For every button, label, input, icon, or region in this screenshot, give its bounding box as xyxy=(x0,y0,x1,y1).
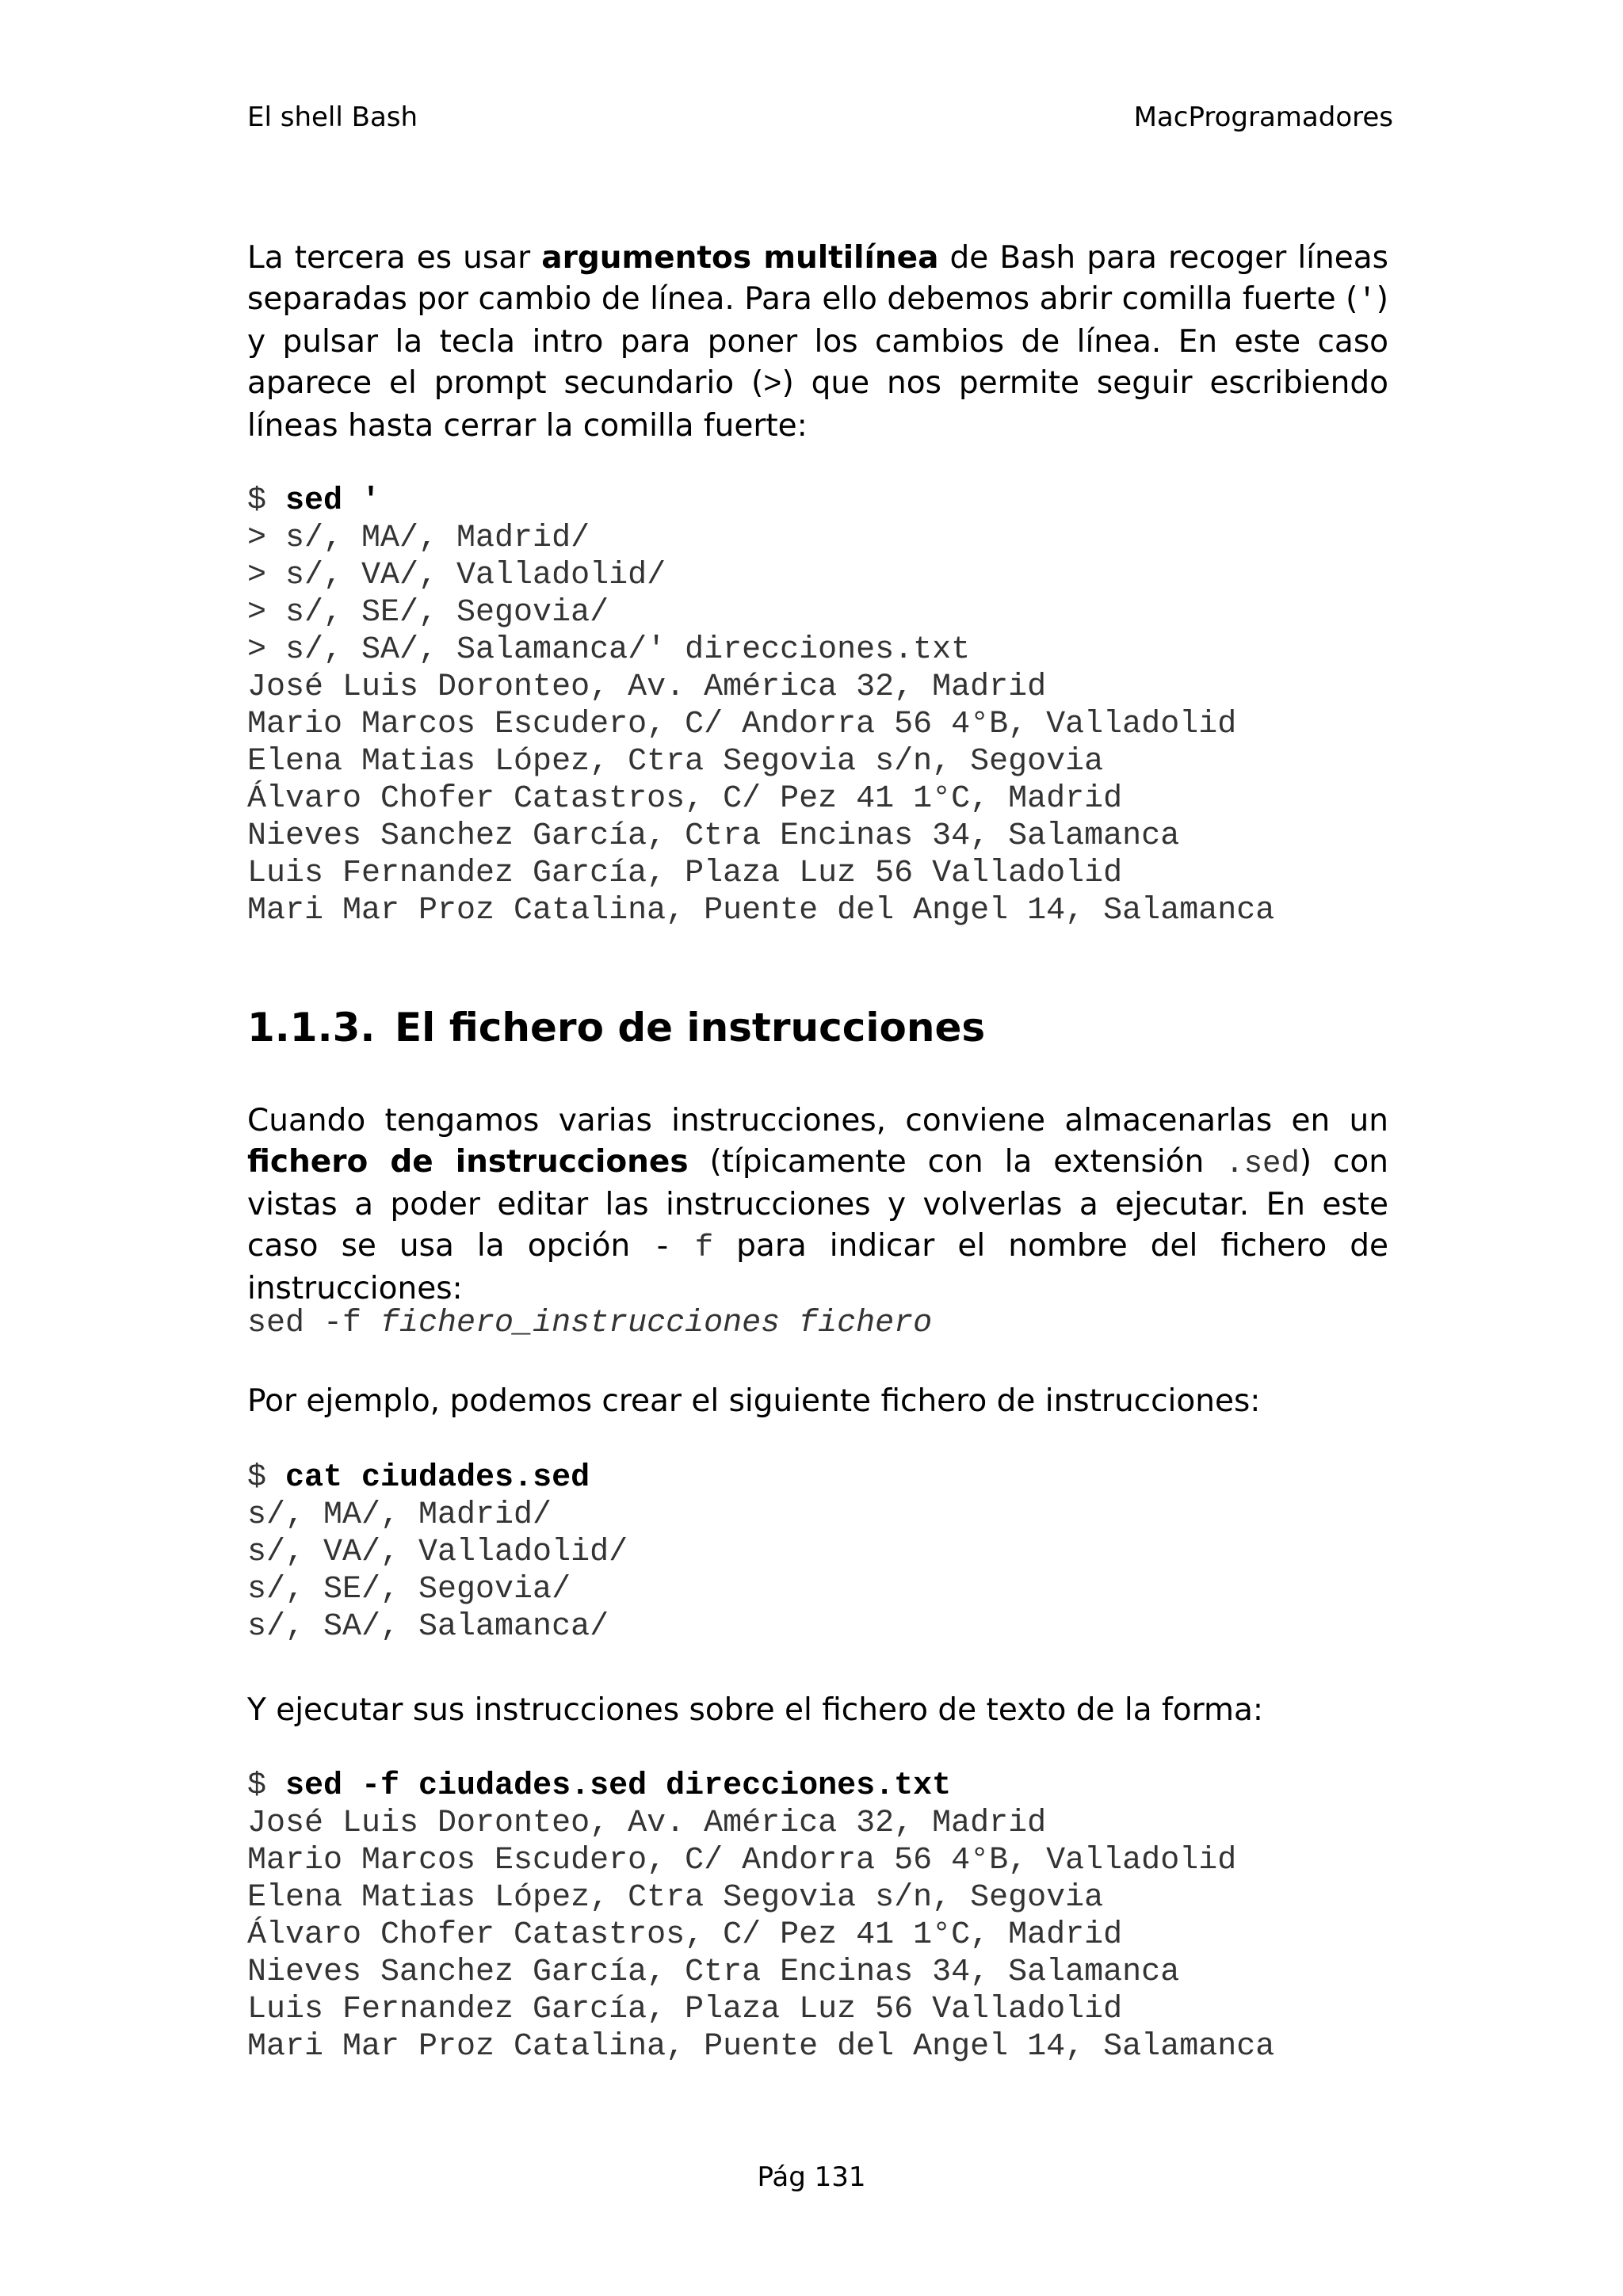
para4-block xyxy=(247,1690,1388,1731)
syntax-command: sed -f xyxy=(247,1306,381,1341)
syntax-arg-instructions: fichero_instrucciones xyxy=(380,1306,781,1341)
header-left: El shell Bash xyxy=(247,101,418,133)
code2-output-line: s/, SA/, Salamanca/ xyxy=(247,1609,609,1645)
intro-paragraph xyxy=(247,238,1388,447)
code1-command: sed ' xyxy=(285,483,381,519)
intro-prompt-char: > xyxy=(763,368,782,402)
syntax-block xyxy=(247,1305,1388,1342)
para2 xyxy=(247,1100,1388,1310)
syntax-separator xyxy=(780,1306,799,1341)
code2-prompt-line xyxy=(247,1459,1388,1497)
intro-bold-term: argumentos multilínea xyxy=(541,240,939,276)
code1-output-line: Mari Mar Proz Catalina, Puente del Angel 14, Salamanca xyxy=(247,893,1275,929)
code2-output-line: s/, MA/, Madrid/ xyxy=(247,1497,552,1533)
code2-output-line: s/, SE/, Segovia/ xyxy=(247,1572,571,1608)
code2-command: cat ciudades.sed xyxy=(285,1460,590,1496)
para2-bold-term: fichero de instrucciones xyxy=(247,1144,689,1180)
code1-output-line: Luis Fernandez García, Plaza Luz 56 Valladolid xyxy=(247,856,1123,891)
code1-input-line: > s/, VA/, Valladolid/ xyxy=(247,558,666,593)
page-number: Pág 131 xyxy=(757,2161,866,2193)
para4: Y ejecutar sus instrucciones sobre el fichero de texto de la forma: xyxy=(247,1692,1264,1728)
section-number: 1.1.3. xyxy=(247,1005,376,1051)
para2-text-1: Cuando tengamos varias instrucciones, conviene almacenarlas en un xyxy=(247,1103,1388,1138)
code1-input-line: > s/, MA/, Madrid/ xyxy=(247,521,590,556)
para2-text-3: ) con vistas a poder editar las instrucciones y volverlas a ejecutar. En este caso se usa la opción xyxy=(247,1144,1388,1264)
code3-output-line: Elena Matias López, Ctra Segovia s/n, Segovia xyxy=(247,1880,1104,1916)
code1-input-line: > s/, SE/, Segovia/ xyxy=(247,595,609,631)
para3: Por ejemplo, podemos crear el siguiente fichero de instrucciones: xyxy=(247,1383,1261,1419)
code1-output-line: José Luis Doronteo, Av. América 32, Madrid xyxy=(247,669,1047,705)
code2-output-line: s/, VA/, Valladolid/ xyxy=(247,1535,628,1570)
section-heading xyxy=(247,1004,1388,1051)
syntax-line xyxy=(247,1305,1388,1342)
para2-extension: .sed xyxy=(1225,1146,1300,1181)
para2-text-2: (típicamente con la extensión xyxy=(688,1144,1226,1180)
code3-output-line: Mari Mar Proz Catalina, Puente del Angel 14, Salamanca xyxy=(247,2029,1275,2065)
code3-output-line: Mario Marcos Escudero, C/ Andorra 56 4°B, Valladolid xyxy=(247,1843,1237,1878)
intro-paragraph-block xyxy=(247,238,1388,447)
para2-block xyxy=(247,1100,1388,1310)
para2-text-4: para indicar el nombre del fichero de instrucciones: xyxy=(247,1228,1388,1306)
para3-block xyxy=(247,1381,1388,1422)
header-right: MacProgramadores xyxy=(1133,101,1393,133)
code3-output-line: José Luis Doronteo, Av. América 32, Madrid xyxy=(247,1806,1047,1841)
intro-text-4: ) que nos permite seguir escribiendo líneas hasta cerrar la comilla fuerte: xyxy=(247,365,1389,444)
code3-prompt-line xyxy=(247,1768,1388,1805)
code3-output-line: Álvaro Chofer Catastros, C/ Pez 41 1°C, Madrid xyxy=(247,1917,1123,1953)
intro-text-3: ) y pulsar la tecla intro para poner los cambios de línea. En este caso aparece el prompt secundario ( xyxy=(247,281,1388,401)
para2-option-dash: - xyxy=(653,1230,672,1265)
code-block-1 xyxy=(247,482,1388,929)
code1-prompt-symbol: $ xyxy=(247,483,286,519)
intro-text-2: de Bash para recoger líneas separadas por cambio de línea. Para ello debemos abrir comilla fuerte ( xyxy=(247,240,1388,317)
section-heading-block xyxy=(247,1004,1388,1051)
code2-prompt-symbol: $ xyxy=(247,1460,286,1496)
section-title: El fichero de instrucciones xyxy=(395,1005,986,1051)
code-block-2 xyxy=(247,1459,1388,1646)
para2-option-letter: f xyxy=(694,1230,714,1265)
code3-prompt-symbol: $ xyxy=(247,1768,286,1804)
code1-input-line: > s/, SA/, Salamanca/' direcciones.txt xyxy=(247,632,971,668)
code1-output-line: Mario Marcos Escudero, C/ Andorra 56 4°B, Valladolid xyxy=(247,707,1237,742)
code1-output-line: Elena Matias López, Ctra Segovia s/n, Segovia xyxy=(247,744,1104,780)
intro-text-1: La tercera es usar xyxy=(247,240,542,276)
code1-prompt-line xyxy=(247,482,1388,520)
code3-output-line: Luis Fernandez García, Plaza Luz 56 Valladolid xyxy=(247,1992,1123,2027)
code3-command: sed -f ciudades.sed direcciones.txt xyxy=(285,1768,952,1804)
code1-output-line: Nieves Sanchez García, Ctra Encinas 34, Salamanca xyxy=(247,818,1180,854)
syntax-arg-file: fichero xyxy=(799,1306,933,1341)
code3-output-line: Nieves Sanchez García, Ctra Encinas 34, Salamanca xyxy=(247,1955,1180,1990)
code1-output-line: Álvaro Chofer Catastros, C/ Pez 41 1°C, Madrid xyxy=(247,781,1123,817)
code-block-3 xyxy=(247,1768,1388,2065)
intro-quote-char: ' xyxy=(1358,284,1377,318)
